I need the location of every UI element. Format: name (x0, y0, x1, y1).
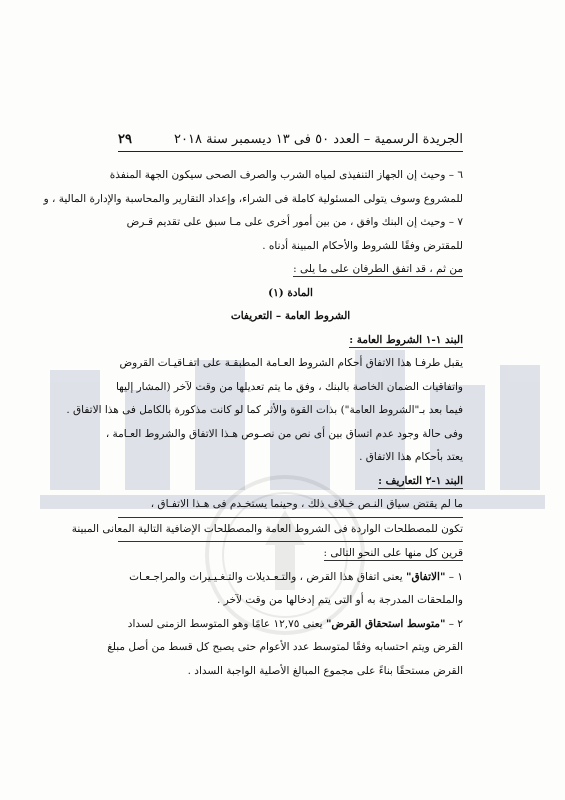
clause-1-line-5: يعتد بأحكام هذا الاتفاق . (359, 451, 463, 463)
clause-2-line-3 (118, 542, 463, 566)
paragraph-6-line-2: للمشروع وسوف يتولى المسئولية كاملة فى الشراء، وإعداد التقارير والمحاسبة والإدارة المالية ، و (43, 192, 463, 205)
definition-2-line-1 (118, 613, 463, 637)
article-heading: المادة (١) (268, 286, 313, 299)
clause-2-line-1: ما لم يقتض سياق النـص خـلاف ذلك ، وحينما يستخـدم فى هـذا الاتفـاق ، (118, 493, 463, 518)
definition-2-line-3: القرض مستحقًا بناءً على مجموع المبالغ الأصلية الواجبة السداد . (187, 664, 463, 677)
page-number: ٢٩ (118, 132, 132, 147)
agreement-statement (118, 258, 463, 282)
agreement-text: من ثم ، قد اتفق الطرفان على ما يلى : (293, 263, 463, 275)
clause-1-line-2: واتفاقيات الضمان الخاصة بالبنك ، وفق ما يتم تعديلها من وقت لآخر (المشار إليها (115, 380, 463, 393)
paragraph-7-line-2: للمقترض وفقًا للشروط والأحكام المبينة أدناه . (262, 239, 463, 252)
page-header (118, 128, 463, 152)
clause-2-line-3-text: قرين كل منها على النحو التالى : (323, 547, 463, 559)
clause-2-heading (118, 470, 463, 494)
header-divider (118, 151, 463, 152)
definition-1-term: "الاتفاق" (405, 570, 446, 583)
definition-2-term: "متوسط استحقاق القرض" (325, 617, 446, 630)
clause-2-line-2: تكون للمصطلحات الواردة فى الشروط العامة والمصطلحات الإضافية التالية المعانى المبينة (118, 518, 463, 543)
definition-2-text: يعنى ١٢,٧٥ عامًا وهو المتوسط الزمنى لسداد (127, 617, 326, 630)
gazette-title: الجريدة الرسمية – العدد ٥٠ فى ١٣ ديسمبر سنة ٢٠١٨ (174, 132, 463, 147)
clause-1-line-4: وفى حالة وجود عدم اتساق بين أى نص من نصـوص هـذا الاتفاق والشروط العـامة ، (105, 427, 463, 440)
clause-1-line-1: يقبل طرفـا هذا الاتفاق أحكام الشروط العـامة المطبقـة على اتفـاقيـات القروض (119, 357, 463, 369)
definition-1-number: ١ – (445, 570, 463, 583)
clause-1-line-3: فيما بعد بـ"الشروط العامة") بذات القوة والأثر كما لو كانت مذكورة بالكامل فى هذا الاتفاق . (66, 404, 463, 416)
document-body (43, 164, 463, 683)
clause-2-title: البند ١-٢ التعاريف : (378, 474, 463, 487)
paragraph-6-line-1: ٦ – وحيث إن الجهاز التنفيذى لمياه الشرب والصرف الصحى سيكون الجهة المنفذة (109, 169, 463, 181)
definition-2-number: ٢ – (445, 617, 463, 630)
definition-1-line-1 (118, 566, 463, 590)
clause-1-title: البند ١-١ الشروط العامة : (349, 333, 463, 346)
paragraph-7-line-1: ٧ – وحيث إن البنك وافق ، من بين أمور أخرى على مـا سبق على تقديم قـرض (126, 216, 463, 228)
definition-1-line-2: والملحقات المدرجة به أو التى يتم إدخالها من وقت لآخر . (217, 594, 463, 606)
article-title: الشروط العامة – التعريفات (230, 310, 351, 322)
definition-1-text: يعنى اتفاق هذا القرض ، والتـعـديلات والتـغـيـيرات والمراجـعـات (129, 570, 406, 583)
clause-1-heading (118, 329, 463, 353)
definition-2-line-2: القرض ويتم احتسابه وفقًا لمتوسط عدد الأعوام حتى يصبح كل قسط من أصل مبلغ (107, 641, 463, 653)
